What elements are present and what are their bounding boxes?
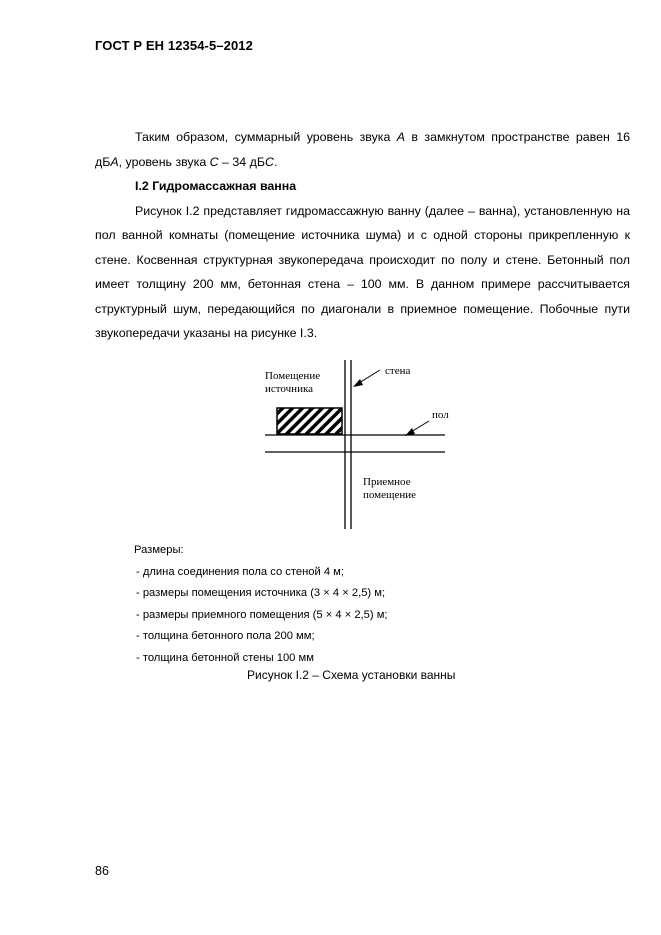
list-item: - размеры приемного помещения (5 × 4 × 2,5) м; xyxy=(136,608,388,621)
list-item: - размеры помещения источника (3 × 4 × 2,5) м; xyxy=(136,587,386,599)
floor-label: пол xyxy=(432,409,449,421)
body-text xyxy=(95,125,630,346)
section-heading: I.2 Гидромассажная ванна xyxy=(135,179,297,193)
page-number: 86 xyxy=(95,864,109,878)
document-header: ГОСТ Р ЕН 12354-5–2012 xyxy=(95,38,253,53)
variable-a: A xyxy=(396,130,406,144)
list-item: - длина соединения пола со стеной 4 м; xyxy=(136,565,344,578)
wall-arrow-line xyxy=(359,370,380,383)
list-item: - толщина бетонного пола 200 мм; xyxy=(136,630,315,642)
variable-c-unit: С xyxy=(264,154,274,169)
bath-installation-figure xyxy=(263,356,448,532)
floor-arrow-line xyxy=(411,421,429,432)
wall-arrow-head xyxy=(353,379,363,387)
dimensions-title: Размеры: xyxy=(134,544,184,556)
wall-label: стена xyxy=(385,365,411,377)
receiving-room-label: Приемное помещение xyxy=(363,476,417,501)
figure-caption: Рисунок I.2 – Схема установки ванны xyxy=(247,668,456,682)
dimensions-list xyxy=(134,540,388,669)
variable-a-unit: А xyxy=(110,154,119,169)
variable-c: С xyxy=(209,154,219,169)
bathtub-shape xyxy=(277,408,342,434)
paragraph-description: Рисунок I.2 представляет гидромассажную ванну (далее – ванна), установленную на пол ванной комнаты (помещение источника шума) и с одной стороны прикрепленную к стене. Косвенная структурная звукопередача происходит по полу и стене. Бетонный пол имеет толщину 200 мм, бетонная стена – 100 мм. В данном примере рассчитывается структурный шум, передающийся по диагонали в приемное помещение. Побочные пути звукопередачи указаны на рисунке I.3. xyxy=(95,203,630,340)
list-item: - толщина бетонной стены 100 мм xyxy=(136,651,314,664)
source-room-label: Помещение источника xyxy=(265,370,321,395)
paragraph-summary: Таким образом, суммарный уровень звука A в замкнутом пространстве равен 16 дБА, уровень звука С – 34 дБС. xyxy=(95,130,630,169)
